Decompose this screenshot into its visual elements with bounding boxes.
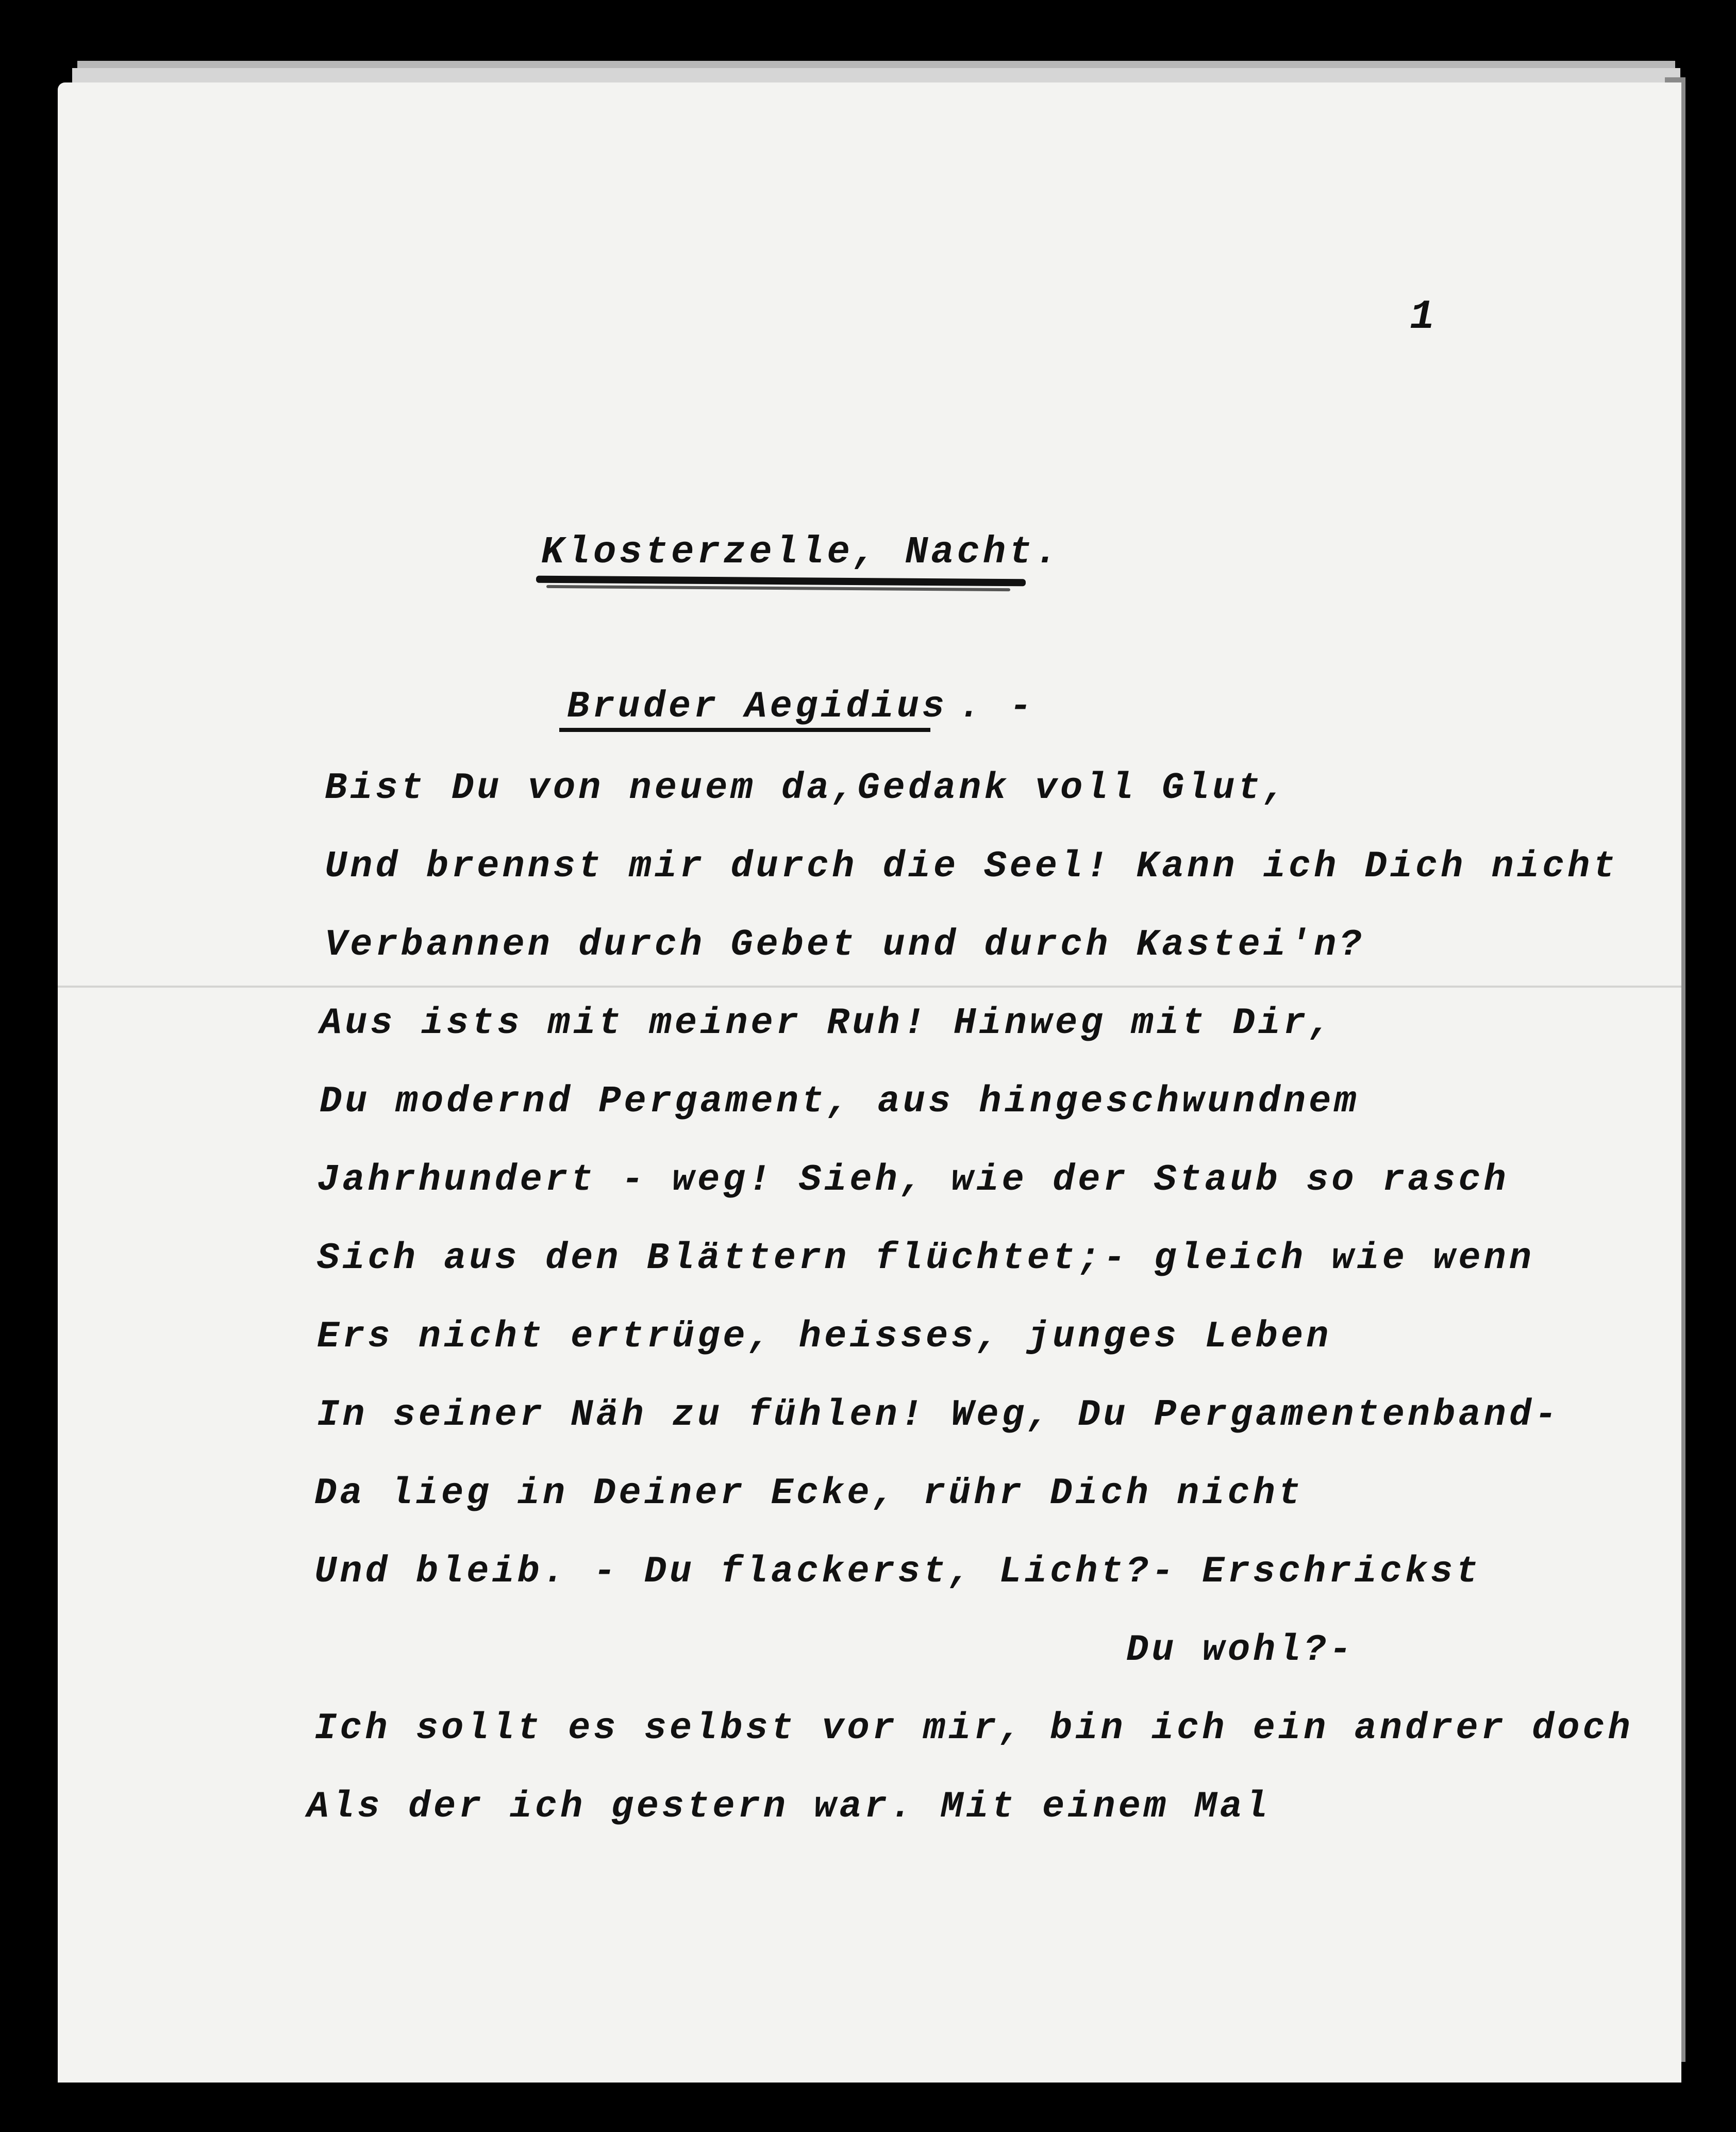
speaker-underline <box>559 728 930 732</box>
verse-line: Jahrhundert - weg! Sieh, wie der Staub so rasch <box>317 1159 1509 1201</box>
verse-line: Da lieg in Deiner Ecke, rühr Dich nicht <box>314 1472 1304 1514</box>
verse-line: In seiner Näh zu fühlen! Weg, Du Pergamentenband- <box>317 1394 1560 1436</box>
verse-line: Ich sollt es selbst vor mir, bin ich ein andrer doch <box>314 1707 1633 1750</box>
verse-line: Und bleib. - Du flackerst, Licht?- Erschrickst <box>314 1551 1481 1593</box>
speaker-punctuation: . - <box>959 686 1035 728</box>
indented-verse-line: Du wohl?- <box>1126 1629 1355 1671</box>
verse-line: Ers nicht ertrüge, heisses, junges Leben <box>317 1315 1332 1358</box>
speaker-name: Bruder Aegidius <box>567 686 948 728</box>
verse-line: Und brennst mir durch die Seel! Kann ich Dich nicht <box>325 845 1618 888</box>
verse-line: Aus ists mit meiner Ruh! Hinweg mit Dir, <box>320 1002 1334 1044</box>
verse-line: Du modernd Pergament, aus hingeschwundnem <box>320 1080 1360 1123</box>
verse-line: Bist Du von neuem da,Gedank voll Glut, <box>325 767 1289 809</box>
verse-line: Sich aus den Blättern flüchtet;- gleich wie wenn <box>317 1237 1534 1279</box>
page-fold-line <box>58 986 1681 988</box>
page-number: 1 <box>1410 294 1438 341</box>
verse-line: Verbannen durch Gebet und durch Kastei'n? <box>325 924 1365 966</box>
verse-line: Als der ich gestern war. Mit einem Mal <box>307 1786 1271 1828</box>
scene-title: Klosterzelle, Nacht. <box>541 531 1061 574</box>
